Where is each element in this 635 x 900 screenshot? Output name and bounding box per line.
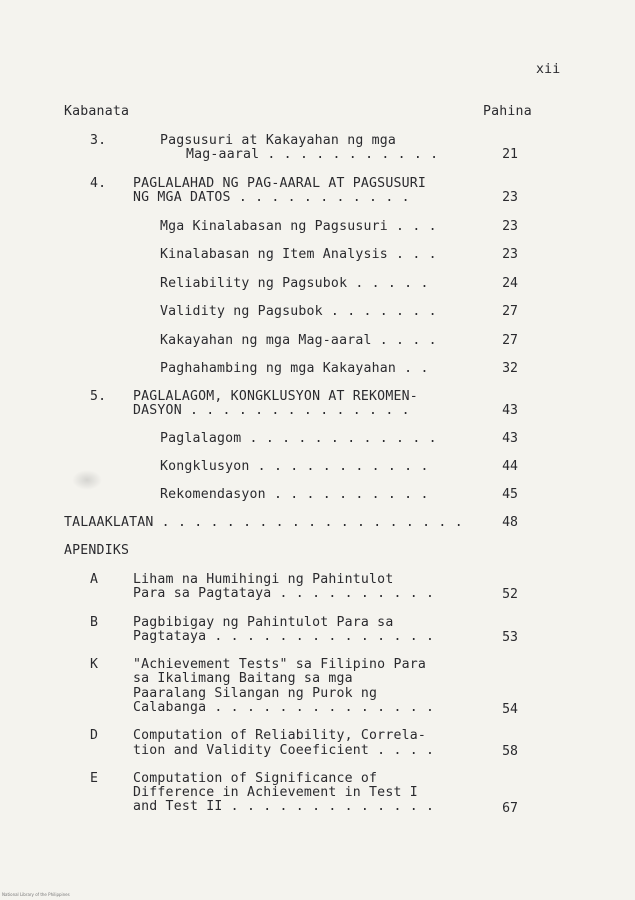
toc-page-number: 44 — [502, 459, 518, 474]
toc-entry-title: sa Ikalimang Baitang sa mga — [133, 671, 353, 686]
appendix-letter: B — [90, 615, 99, 630]
toc-subentry: Kongklusyon . . . . . . . . . . . — [160, 459, 429, 474]
toc-entry-title: Mag-aaral . . . . . . . . . . . — [186, 147, 439, 162]
toc-entry-title: Liham na Humihingi ng Pahintulot — [133, 572, 394, 587]
chapter-number: 3. — [90, 133, 107, 148]
toc-subentry: Rekomendasyon . . . . . . . . . . — [160, 487, 429, 502]
toc-entry-title: Calabanga . . . . . . . . . . . . . . — [133, 700, 435, 715]
toc-entry-title: NG MGA DATOS . . . . . . . . . . . — [133, 190, 410, 205]
paper-smudge — [72, 470, 102, 490]
header-kabanata: Kabanata — [64, 104, 130, 119]
toc-page-number: 21 — [502, 147, 518, 162]
toc-page-number: 67 — [502, 801, 518, 816]
toc-subentry: Validity ng Pagsubok . . . . . . . — [160, 304, 437, 319]
toc-subentry: Mga Kinalabasan ng Pagsusuri . . . — [160, 219, 437, 234]
toc-page-number: 43 — [502, 431, 518, 446]
toc-subentry: Paglalagom . . . . . . . . . . . . — [160, 431, 437, 446]
toc-entry-title: DASYON . . . . . . . . . . . . . . — [133, 403, 410, 418]
toc-entry-title: tion and Validity Coeeficient . . . . — [133, 743, 435, 758]
library-footer: National Library of the Philippines — [2, 892, 70, 897]
toc-page-number: 45 — [502, 487, 518, 502]
toc-entry-title: Computation of Reliability, Correla- — [133, 728, 427, 743]
toc-page-number: 27 — [502, 304, 518, 319]
toc-page-number: 23 — [502, 190, 518, 205]
toc-entry-title: Pagtataya . . . . . . . . . . . . . . — [133, 629, 435, 644]
appendix-letter: K — [90, 657, 99, 672]
toc-entry-title: Pagsusuri at Kakayahan ng mga — [160, 133, 397, 148]
toc-subentry: Reliability ng Pagsubok . . . . . — [160, 276, 429, 291]
toc-page-number: 27 — [502, 333, 518, 348]
header-pahina: Pahina — [483, 104, 532, 119]
toc-entry-title: Computation of Significance of — [133, 771, 378, 786]
toc-subentry: Paghahambing ng mga Kakayahan . . — [160, 361, 429, 376]
page-number: xii — [536, 62, 561, 77]
toc-page-number: 52 — [502, 587, 518, 602]
toc-entry-title: Para sa Pagtataya . . . . . . . . . . — [133, 586, 435, 601]
appendix-letter: A — [90, 572, 99, 587]
toc-page-number: 53 — [502, 630, 518, 645]
toc-entry-title: and Test II . . . . . . . . . . . . . — [133, 799, 435, 814]
appendix-letter: D — [90, 728, 99, 743]
toc-page-number: 24 — [502, 276, 518, 291]
appendix-letter: E — [90, 771, 99, 786]
toc-entry-title: TALAAKLATAN . . . . . . . . . . . . . . . . . . . — [64, 515, 463, 530]
toc-entry-title: PAGLALAHAD NG PAG-AARAL AT PAGSUSURI — [133, 176, 427, 191]
toc-page-number: 23 — [502, 247, 518, 262]
toc-page-number: 54 — [502, 702, 518, 717]
toc-entry-title: PAGLALAGOM, KONGKLUSYON AT REKOMEN- — [133, 389, 418, 404]
toc-entry-title: Paaralang Silangan ng Purok ng — [133, 686, 378, 701]
section-heading: APENDIKS — [64, 543, 130, 558]
chapter-number: 5. — [90, 389, 107, 404]
toc-subentry: Kinalabasan ng Item Analysis . . . — [160, 247, 437, 262]
toc-page-number: 23 — [502, 219, 518, 234]
toc-page-number: 58 — [502, 744, 518, 759]
toc-page-number: 43 — [502, 403, 518, 418]
toc-entry-title: Pagbibigay ng Pahintulot Para sa — [133, 615, 394, 630]
chapter-number: 4. — [90, 176, 107, 191]
toc-subentry: Kakayahan ng mga Mag-aaral . . . . — [160, 333, 437, 348]
toc-entry-title: "Achievement Tests" sa Filipino Para — [133, 657, 427, 672]
toc-page-number: 32 — [502, 361, 518, 376]
toc-page-number: 48 — [502, 515, 518, 530]
toc-entry-title: Difference in Achievement in Test I — [133, 785, 418, 800]
